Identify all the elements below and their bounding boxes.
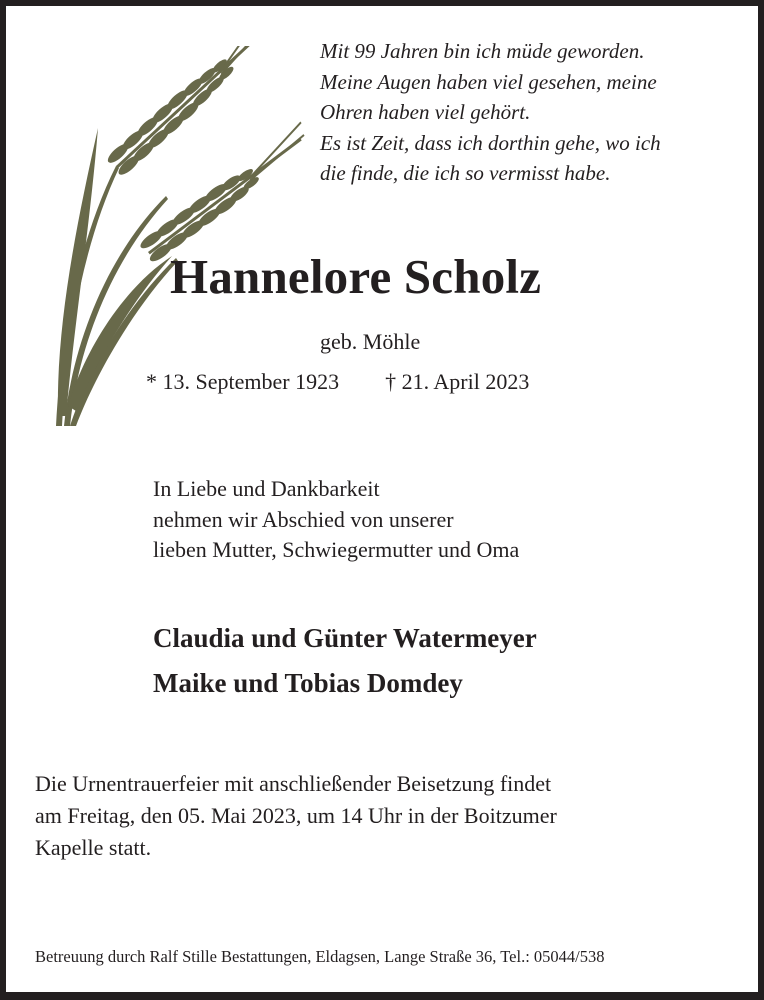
deceased-name: Hannelore Scholz bbox=[170, 249, 542, 304]
poem-line: Ohren haben viel gehört. bbox=[320, 100, 531, 124]
life-dates bbox=[146, 368, 529, 396]
mourners-list bbox=[153, 616, 537, 706]
farewell-text bbox=[153, 474, 519, 566]
poem bbox=[320, 36, 760, 189]
service-info bbox=[35, 768, 755, 864]
death-date: † 21. April 2023 bbox=[385, 369, 530, 394]
service-line: Die Urnentrauerfeier mit anschließender Beisetzung findet bbox=[35, 771, 552, 796]
farewell-line: nehmen wir Abschied von unserer bbox=[153, 506, 454, 532]
service-line: Kapelle statt. bbox=[35, 835, 152, 860]
poem-line: die finde, die ich so vermisst habe. bbox=[320, 161, 611, 185]
farewell-line: In Liebe und Dankbarkeit bbox=[153, 476, 380, 501]
mourner: Maike und Tobias Domdey bbox=[153, 668, 463, 698]
funeral-home-footer: Betreuung durch Ralf Stille Bestattungen, Eldagsen, Lange Straße 36, Tel.: 05044/538 bbox=[35, 947, 605, 966]
birth-date: * 13. September 1923 bbox=[146, 369, 340, 394]
poem-line: Meine Augen haben viel gesehen, meine bbox=[320, 69, 657, 94]
farewell-line: lieben Mutter, Schwiegermutter und Oma bbox=[153, 537, 520, 562]
service-line: am Freitag, den 05. Mai 2023, um 14 Uhr in der Boitzumer bbox=[35, 803, 557, 828]
poem-line: Es ist Zeit, dass ich dorthin gehe, wo ich bbox=[320, 130, 661, 155]
mourner: Claudia und Günter Watermeyer bbox=[153, 623, 537, 653]
poem-line: Mit 99 Jahren bin ich müde geworden. bbox=[320, 39, 645, 63]
maiden-name: geb. Möhle bbox=[320, 329, 421, 354]
obituary-card bbox=[6, 6, 758, 992]
